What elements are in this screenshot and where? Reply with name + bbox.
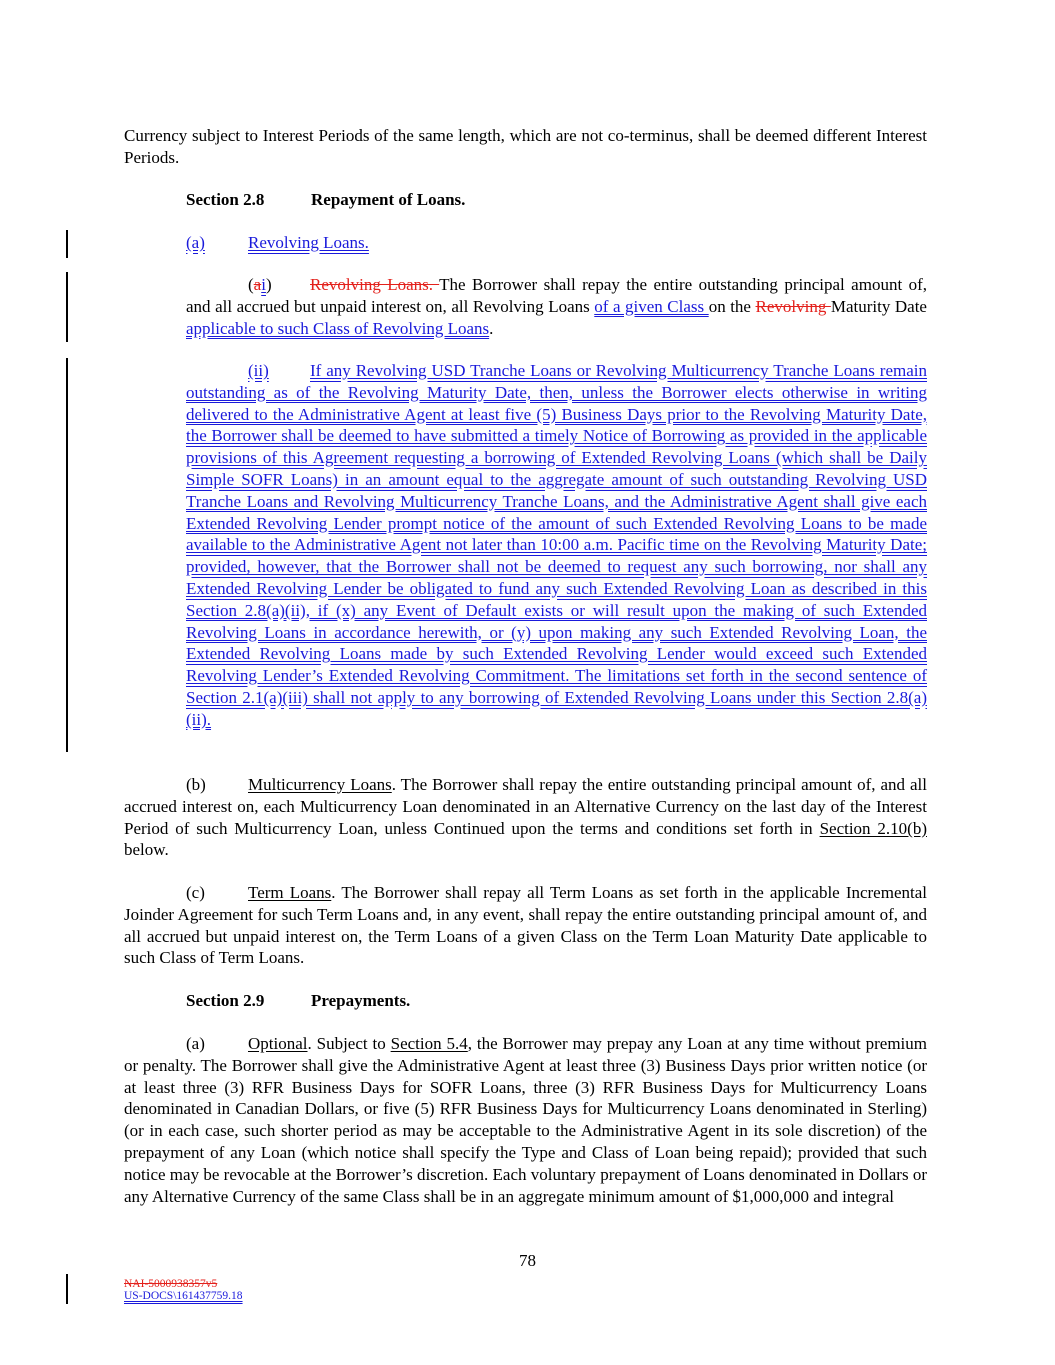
paragraph-title: Revolving Loans.	[248, 233, 369, 252]
paragraph-title: Optional	[248, 1034, 308, 1053]
deleted-title: Revolving Loans.	[310, 275, 440, 294]
paragraph-title: Term Loans	[248, 883, 332, 902]
section-title: Prepayments.	[311, 991, 411, 1010]
section-number: Section 2.9	[186, 991, 265, 1010]
new-document-id: US-DOCS\161437759.18	[124, 1290, 243, 1302]
inserted-text: applicable to such Class of Revolving Loans	[186, 318, 490, 338]
deleted-text: Revolving	[755, 296, 831, 316]
paragraph-label: (a)	[186, 233, 205, 252]
paragraph-a-revolving-loans	[186, 232, 369, 254]
intro-paragraph: Currency subject to Interest Periods of the same length, which are not co-terminus, shall be deemed different Interest Periods.	[124, 126, 927, 167]
paragraph-a-ii	[186, 360, 927, 731]
paragraph-label: (ii)	[248, 361, 269, 380]
paragraph-label: (c)	[186, 883, 205, 902]
old-document-id: NAI-5000938357v5	[124, 1278, 218, 1290]
section-number: Section 2.8	[186, 190, 265, 209]
section-reference: Section 2.10(b)	[819, 818, 927, 838]
change-bar	[66, 272, 68, 342]
section-title: Repayment of Loans.	[311, 190, 466, 209]
section-2-8-heading	[186, 189, 465, 211]
change-bar	[66, 358, 68, 752]
inserted-text: If any Revolving USD Tranche Loans or Revolving Multicurrency Tranche Loans remain outstanding as of the Revolving Maturity Date, then, unless the Borrower elects otherwise in writing delivered to the Administrative Agent at least five (5) Business Days prior to the Revolving Maturity Date, the Borrower shall be deemed to have submitted a timely Notice of Borrowing as provided in the applicable provisions of this Agreement requesting a borrowing of Extended Revolving Loans (which shall be Daily Simple SOFR Loans) in an amount equal to the aggregate amount of such outstanding Revolving USD Tranche Loans and Revolving Multicurrency Tranche Loans, and the Administrative Agent shall give each Extended Revolving Lender prompt notice of the amount of such Extended Revolving Loans to be made available to the Administrative Agent not later than 10:00 a.m. Pacific time on the Revolving Maturity Date; provided, however, that the Borrower shall not be deemed to request any such borrowing, nor shall any Extended Revolving Lender be obligated to fund any such Extended Revolving Loan as described in this Section 2.8(a)(ii), if (x) any Event of Default exists or will result upon the making of such Extended Revolving Loans in accordance herewith, or (y) upon making any such Extended Revolving Loan, the Extended Revolving Loans made by such Extended Revolving Lender would exceed such Extended Revolving Lender’s Extended Revolving Commitment. The limitations set forth in the second sentence of Section 2.1(a)(iii) shall not apply to any borrowing of Extended Revolving Loans under this Section 2.8(a)(ii).	[186, 361, 927, 729]
paragraph-2-9-a: (a) Optional. Subject to Section 5.4, the Borrower may prepay any Loan at any time without premium or penalty. The Borrower shall give the Administrative Agent at least three (3) Business Days prior written notice (or at least three (3) RFR Business Days for SOFR Loans, three (3) RFR Business Days for Multicurrency Loans denominated in Canadian Dollars, or five (5) RFR Business Days for Multicurrency Loans denominated in Sterling) (or in each case, such shorter period as may be acceptable to the Administrative Agent in its sole discretion) of the prepayment of any Loan (which notice shall specify the Type and Class of Loan being repaid); provided that such notice may be revocable at the Borrower’s discretion. Each voluntary prepayment of Loans denominated in Dollars or any Alternative Currency of the same Class shall be in an aggregate minimum amount of $1,000,000 and integral	[124, 1034, 928, 1206]
paragraph-label: (a)	[186, 1034, 205, 1053]
section-2-9-heading	[186, 990, 410, 1012]
page-number: 78	[519, 1251, 536, 1270]
paragraph-label: (ai)	[248, 275, 272, 294]
change-bar	[66, 1274, 68, 1304]
paragraph-c: (c) Term Loans. The Borrower shall repay all Term Loans as set forth in the applicable Incremental Joinder Agreement for such Term Loans and, in any event, shall repay the entire outstanding principal amount of, and all accrued but unpaid interest on, the Term Loans of a given Class on the Term Loan Maturity Date applicable to such Class of Term Loans.	[124, 883, 927, 968]
paragraph-b: (b) Multicurrency Loans. The Borrower shall repay the entire outstanding principal amount of, and all accrued interest on, each Multicurrency Loan denominated in an Alternative Currency on the last day of the Interest Period of such Multicurrency Loan, unless Continued upon the terms and conditions set forth in Section 2.10(b) below.	[124, 775, 927, 860]
inserted-text: of a given Class	[594, 296, 709, 316]
paragraph-a-i: (ai) Revolving Loans. The Borrower shall repay the entire outstanding principal amount of, and all accrued but unpaid interest on, all Revolving Loans of a given Class on the Revolving Maturity Date applicable to such Class of Revolving Loans.	[186, 275, 927, 338]
paragraph-label: (b)	[186, 775, 206, 794]
section-reference: Section 5.4	[390, 1034, 468, 1053]
change-bar	[66, 230, 68, 258]
paragraph-title: Multicurrency Loans	[248, 775, 392, 794]
